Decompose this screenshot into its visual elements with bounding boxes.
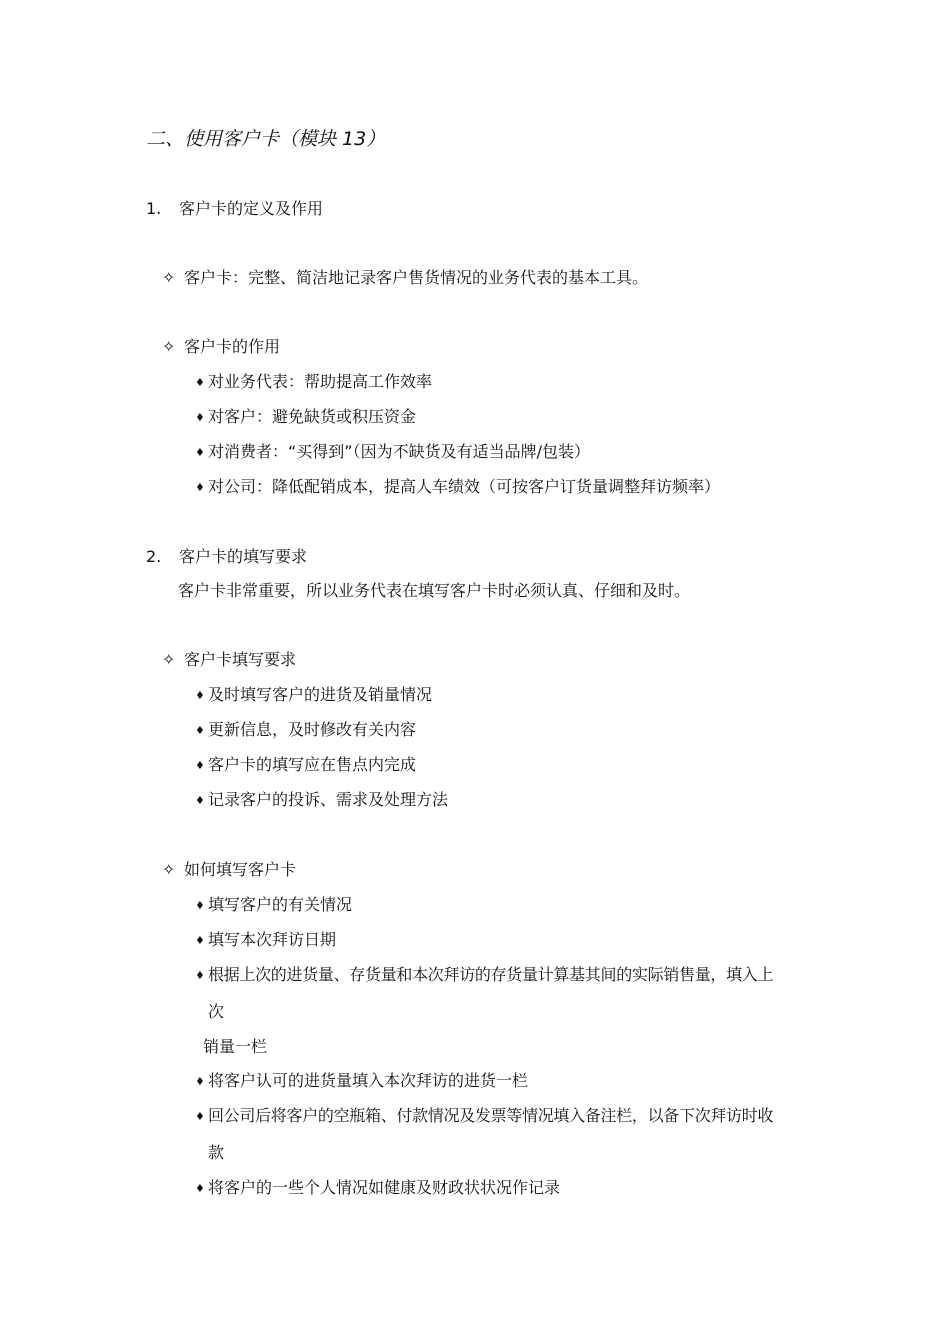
star-item-text: 客户卡：完整、简洁地记录客户售货情况的业务代表的基本工具。 bbox=[184, 268, 649, 287]
star-item bbox=[162, 337, 280, 357]
star-item-text: 如何填写客户卡 bbox=[184, 860, 297, 879]
section-1-heading bbox=[146, 199, 323, 219]
bullet-continuation: 款 bbox=[208, 1143, 225, 1162]
bullet-text: 填写客户的有关情况 bbox=[208, 895, 353, 914]
page-title: 二、使用客户卡（模块 13） bbox=[146, 128, 386, 150]
diamond-icon: ♦ bbox=[195, 759, 205, 772]
bullet-continuation: 次 bbox=[208, 1002, 225, 1021]
four-pointed-star-icon: ✧ bbox=[162, 337, 176, 356]
bullet-text: 将客户认可的进货量填入本次拜访的进货一栏 bbox=[208, 1071, 529, 1090]
diamond-icon: ♦ bbox=[195, 1182, 205, 1195]
bullet-text: 更新信息，及时修改有关内容 bbox=[208, 720, 417, 739]
bullet-item bbox=[195, 720, 416, 741]
star-item-text: 客户卡的作用 bbox=[184, 337, 281, 356]
diamond-icon: ♦ bbox=[195, 969, 205, 982]
section-2-intro: 客户卡非常重要，所以业务代表在填写客户卡时必须认真、仔细和及时。 bbox=[178, 581, 691, 600]
star-item bbox=[162, 650, 296, 670]
star-item bbox=[162, 268, 648, 288]
bullet-item bbox=[195, 442, 590, 463]
diamond-icon: ♦ bbox=[195, 689, 205, 702]
diamond-icon: ♦ bbox=[195, 1110, 205, 1123]
section-heading-text: 客户卡的定义及作用 bbox=[179, 199, 324, 218]
bullet-text: 对业务代表：帮助提高工作效率 bbox=[208, 372, 433, 391]
bullet-item bbox=[195, 685, 432, 706]
bullet-item bbox=[195, 930, 336, 951]
diamond-icon: ♦ bbox=[195, 411, 205, 424]
bullet-text: 对消费者：“买得到”（因为不缺货及有适当品牌/包装） bbox=[208, 442, 590, 461]
four-pointed-star-icon: ✧ bbox=[162, 650, 176, 669]
bullet-continuation: 销量一栏 bbox=[203, 1037, 268, 1056]
diamond-icon: ♦ bbox=[195, 899, 205, 912]
star-item-text: 客户卡填写要求 bbox=[184, 650, 297, 669]
bullet-item bbox=[195, 1178, 560, 1199]
bullet-text: 对公司：降低配销成本，提高人车绩效（可按客户订货量调整拜访频率） bbox=[208, 477, 721, 496]
bullet-item bbox=[195, 965, 773, 986]
bullet-text: 根据上次的进货量、存货量和本次拜访的存货量计算基其间的实际销售量，填入上 bbox=[208, 965, 774, 984]
section-heading-text: 客户卡的填写要求 bbox=[179, 547, 308, 566]
section-2-heading bbox=[146, 547, 307, 567]
diamond-icon: ♦ bbox=[195, 446, 205, 459]
section-number: 2. bbox=[146, 547, 162, 566]
bullet-text: 回公司后将客户的空瓶箱、付款情况及发票等情况填入备注栏，以备下次拜访时收 bbox=[208, 1106, 774, 1125]
bullet-item bbox=[195, 407, 416, 428]
bullet-text: 客户卡的填写应在售点内完成 bbox=[208, 755, 417, 774]
section-number: 1. bbox=[146, 199, 162, 218]
bullet-item bbox=[195, 755, 416, 776]
bullet-text: 记录客户的投诉、需求及处理方法 bbox=[208, 790, 449, 809]
diamond-icon: ♦ bbox=[195, 934, 205, 947]
bullet-item bbox=[195, 1106, 773, 1127]
diamond-icon: ♦ bbox=[195, 376, 205, 389]
diamond-icon: ♦ bbox=[195, 481, 205, 494]
bullet-item bbox=[195, 895, 352, 916]
four-pointed-star-icon: ✧ bbox=[162, 860, 176, 879]
bullet-text: 及时填写客户的进货及销量情况 bbox=[208, 685, 433, 704]
diamond-icon: ♦ bbox=[195, 724, 205, 737]
diamond-icon: ♦ bbox=[195, 1075, 205, 1088]
bullet-item bbox=[195, 372, 432, 393]
bullet-item bbox=[195, 477, 720, 498]
bullet-text: 对客户：避免缺货或积压资金 bbox=[208, 407, 417, 426]
bullet-item bbox=[195, 1071, 528, 1092]
bullet-text: 将客户的一些个人情况如健康及财政状状况作记录 bbox=[208, 1178, 561, 1197]
diamond-icon: ♦ bbox=[195, 794, 205, 807]
star-item bbox=[162, 860, 296, 880]
bullet-item bbox=[195, 790, 448, 811]
bullet-text: 填写本次拜访日期 bbox=[208, 930, 337, 949]
four-pointed-star-icon: ✧ bbox=[162, 268, 176, 287]
